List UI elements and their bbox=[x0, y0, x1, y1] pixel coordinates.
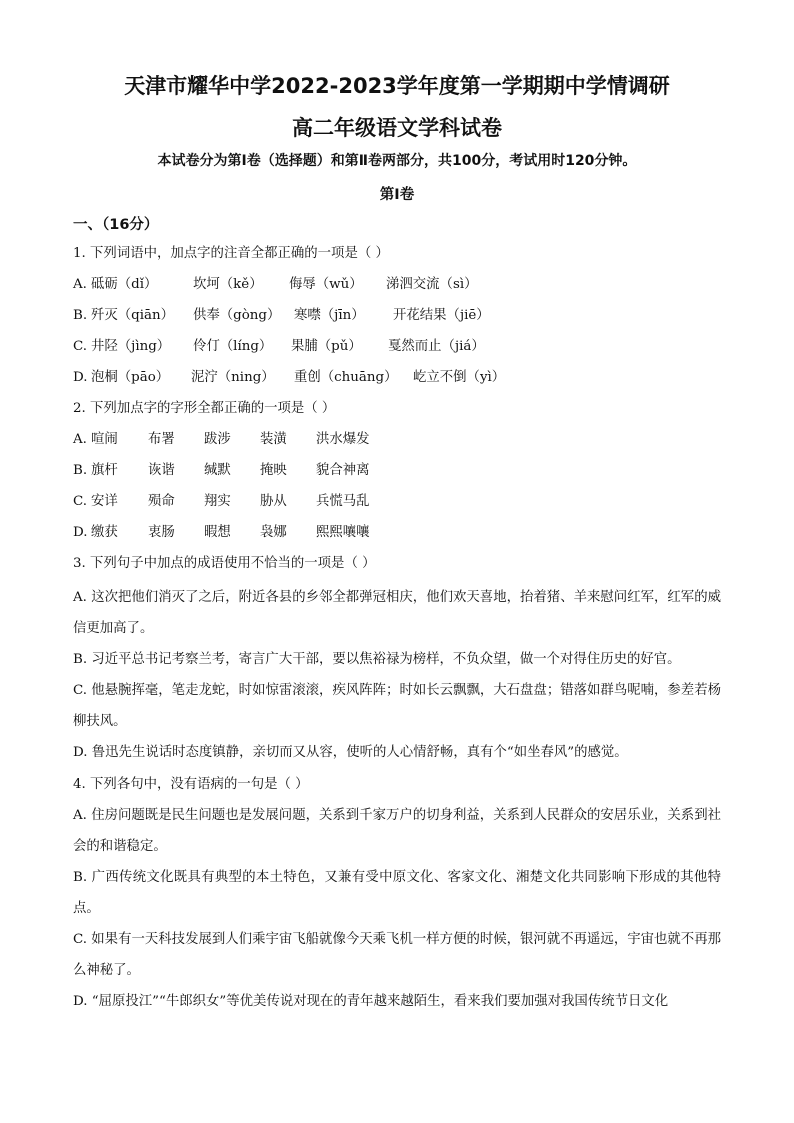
option-item: 井陉（jìng） bbox=[91, 339, 171, 354]
option-item: 开花结果（jiē） bbox=[393, 308, 490, 323]
option-label: C. bbox=[73, 494, 88, 509]
option-item: 歼灭（qiān） bbox=[91, 308, 175, 323]
option-label: B. bbox=[73, 463, 88, 478]
option-item: 跋涉 bbox=[204, 432, 231, 447]
option-item: 坎坷（kě） bbox=[193, 277, 263, 292]
option-label: B. bbox=[73, 308, 88, 323]
option-item: 熙熙嚷嚷 bbox=[316, 525, 370, 540]
q4-option-c: C. 如果有一天科技发展到人们乘宇宙飞船就像今天乘飞机一样方便的时候，银河就不再遥远，宇宙也就不再那么神秘了。 bbox=[73, 932, 721, 978]
option-label: D. bbox=[73, 370, 88, 385]
q3-stem: 3. 下列句子中加点的成语使用不恰当的一项是（ ） bbox=[73, 556, 376, 571]
q4-stem: 4. 下列各句中，没有语病的一句是（ ） bbox=[73, 777, 309, 792]
option-item: 供奉（gòng） bbox=[193, 308, 281, 323]
option-item: 屹立不倒（yì） bbox=[413, 370, 506, 385]
option-label: C. bbox=[73, 339, 88, 354]
option-item: 缴获 bbox=[91, 525, 118, 540]
exam-notice: 本试卷分为第Ⅰ卷（选择题）和第Ⅱ卷两部分，共100分，考试用时120分钟。 bbox=[157, 153, 637, 169]
option-item: 寒噤（jīn） bbox=[294, 308, 365, 323]
option-label: D. bbox=[73, 525, 88, 540]
option-item: 胁从 bbox=[260, 494, 287, 509]
q4-option-b: B. 广西传统文化既具有典型的本土特色，又兼有受中原文化、客家文化、湘楚文化共同影响下形成的其他特点。 bbox=[73, 870, 721, 916]
option-item: 洪水爆发 bbox=[316, 432, 370, 447]
exam-title: 天津市耀华中学2022-2023学年度第一学期期中学情调研 bbox=[124, 74, 670, 98]
option-item: 泥泞（ning） bbox=[191, 370, 275, 385]
option-item: 果脯（pǔ） bbox=[291, 339, 362, 354]
option-label: A. bbox=[73, 277, 87, 292]
section-heading: 一、（16分） bbox=[73, 217, 159, 233]
option-item: 诙谐 bbox=[148, 463, 175, 478]
option-item: 装潢 bbox=[260, 432, 287, 447]
q4-option-d: D. “屈原投江”“牛郎织女”等优美传说对现在的青年越来越陌生，看来我们要加强对我国传统节日文化 bbox=[73, 994, 669, 1009]
option-item: 戛然而止（jiá） bbox=[388, 339, 485, 354]
option-item: 貌合神离 bbox=[316, 463, 370, 478]
q1-stem: 1. 下列词语中，加点字的注音全都正确的一项是（ ） bbox=[73, 246, 389, 261]
option-item: 兵慌马乱 bbox=[316, 494, 370, 509]
option-label: A. bbox=[73, 432, 87, 447]
option-item: 衷肠 bbox=[148, 525, 175, 540]
option-item: 重创（chuāng） bbox=[294, 370, 398, 385]
option-item: 殒命 bbox=[148, 494, 175, 509]
option-item: 旗杆 bbox=[91, 463, 118, 478]
option-item: 掩映 bbox=[260, 463, 287, 478]
q3-option-d: D. 鲁迅先生说话时态度镇静，亲切而又从容，使听的人心情舒畅，真有个“如坐春风”的感觉。 bbox=[73, 745, 628, 760]
option-item: 暇想 bbox=[204, 525, 231, 540]
option-item: 伶仃（líng） bbox=[193, 339, 273, 354]
q4-option-a: A. 住房问题既是民生问题也是发展问题，关系到千家万户的切身利益，关系到人民群众的安居乐业，关系到社会的和谐稳定。 bbox=[73, 808, 721, 854]
option-item: 涕泗交流（sì） bbox=[386, 277, 478, 292]
option-item: 布署 bbox=[148, 432, 175, 447]
option-item: 砥砺（dǐ） bbox=[91, 277, 158, 292]
exam-subtitle: 高二年级语文学科试卷 bbox=[292, 116, 502, 140]
part-heading: 第Ⅰ卷 bbox=[379, 187, 415, 203]
option-item: 泡桐（pāo） bbox=[91, 370, 170, 385]
option-item: 安详 bbox=[91, 494, 118, 509]
option-item: 袅娜 bbox=[260, 525, 287, 540]
q3-option-b: B. 习近平总书记考察兰考，寄言广大干部，要以焦裕禄为榜样，不负众望，做一个对得住历史的好官。 bbox=[73, 652, 681, 667]
option-item: 缄默 bbox=[204, 463, 231, 478]
q3-option-a: A. 这次把他们消灭了之后，附近各县的乡邻全都弹冠相庆，他们欢天喜地，抬着猪、羊来慰问红军，红军的威信更加高了。 bbox=[73, 590, 721, 636]
option-item: 侮辱（wǔ） bbox=[289, 277, 363, 292]
q3-option-c: C. 他悬腕挥毫，笔走龙蛇，时如惊雷滚滚，疾风阵阵；时如长云飘飘，大石盘盘；错落如群鸟呢喃，参差若杨柳扶风。 bbox=[73, 683, 721, 729]
option-item: 翔实 bbox=[204, 494, 231, 509]
option-item: 喧闹 bbox=[91, 432, 118, 447]
q2-stem: 2. 下列加点字的字形全都正确的一项是（ ） bbox=[73, 401, 336, 416]
